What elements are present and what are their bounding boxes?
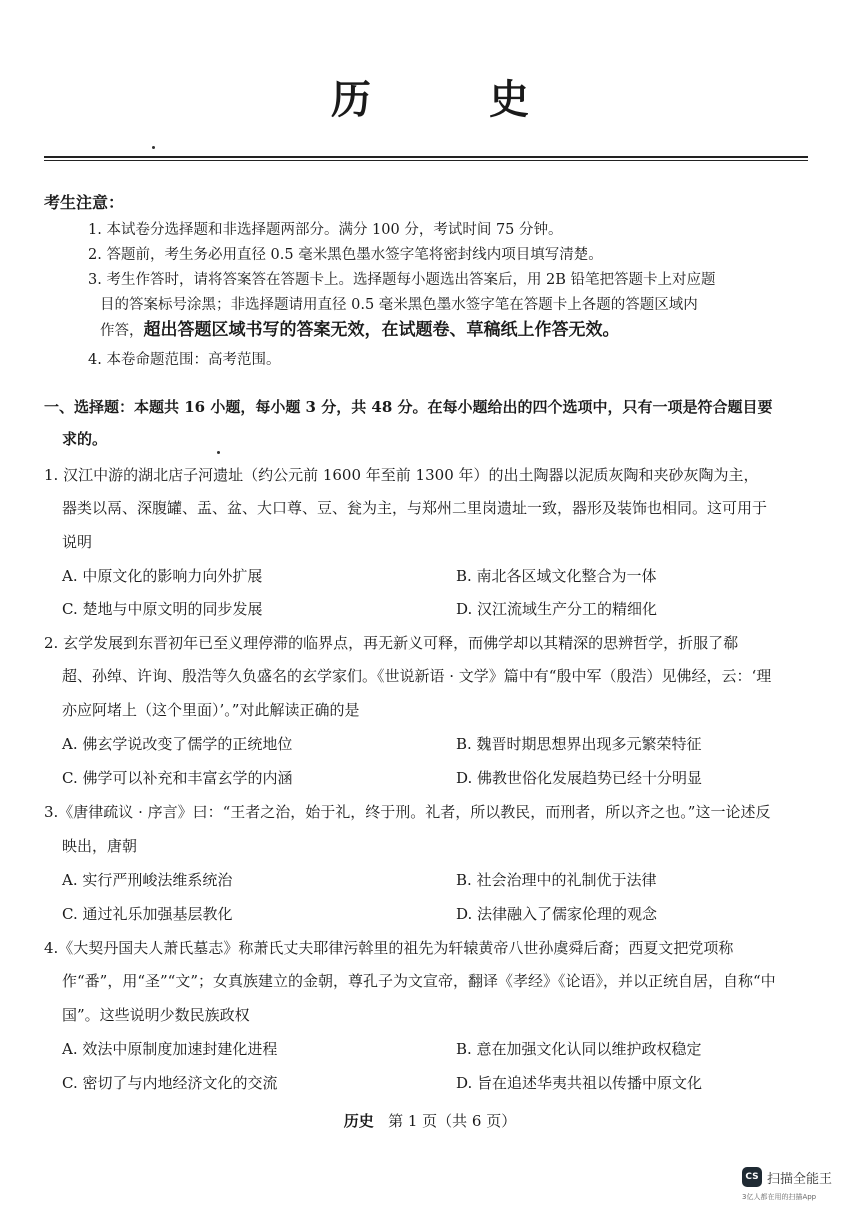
footer-subject: 历史 [343, 1112, 374, 1130]
section-1-heading-cont: 求的。 [62, 430, 108, 448]
question-2-option-a: A. 佛玄学说改变了儒学的正统地位 [62, 735, 293, 753]
notice-item-3-line-3-start: 作答， [100, 323, 144, 339]
notice-item-3-line-3 [100, 315, 620, 340]
question-1-line-3: 说明 [62, 533, 93, 551]
camscanner-name: 扫描全能王 [767, 1172, 833, 1187]
question-3-option-b: B. 社会治理中的礼制优于法律 [456, 871, 657, 889]
question-1-option-b: B. 南北各区域文化整合为一体 [456, 567, 657, 585]
question-4-option-d: D. 旨在追述华夷共祖以传播中原文化 [456, 1074, 703, 1092]
question-3-option-d: D. 法律融入了儒家伦理的观念 [456, 905, 658, 923]
question-1-option-a: A. 中原文化的影响力向外扩展 [62, 567, 263, 585]
title-rule-thick [44, 156, 808, 158]
footer-page-number: 第 1 页（共 6 页） [388, 1112, 517, 1130]
question-1-line-1: 1. 汉江中游的湖北店子河遗址（约公元前 1600 年至前 1300 年）的出土陶器以泥质灰陶和夹砂灰陶为主， [44, 466, 759, 484]
notice-item-4: 4. 本卷命题范围：高考范围。 [88, 352, 281, 368]
question-1-line-2: 器类以鬲、深腹罐、盂、盆、大口尊、豆、瓮为主，与郑州二里岗遗址一致，器形及装饰也相同。这可用于 [62, 499, 768, 517]
question-2-option-c: C. 佛学可以补充和丰富玄学的内涵 [62, 769, 293, 787]
question-2-option-d: D. 佛教世俗化发展趋势已经十分明显 [456, 769, 703, 787]
question-4-option-a: A. 效法中原制度加速封建化进程 [62, 1040, 278, 1058]
notice-item-2: 2. 答题前，考生务必用直径 0.5 毫米黑色墨水签字笔将密封线内项目填写清楚。 [88, 247, 603, 263]
question-3-line-2: 映出，唐朝 [62, 837, 138, 855]
notice-heading: 考生注意： [44, 193, 125, 212]
page-footer [0, 1110, 860, 1131]
scan-speck [152, 146, 155, 149]
camscanner-tagline: 3亿人都在用的扫描App [742, 1193, 817, 1201]
question-4-line-1: 4.《大契丹国夫人萧氏墓志》称萧氏丈夫耶律污斡里的祖先为轩辕黄帝八世孙虞舜后裔；西夏文把党项称 [44, 939, 734, 957]
notice-item-1: 1. 本试卷分选择题和非选择题两部分。满分 100 分，考试时间 75 分钟。 [88, 222, 563, 238]
page-title: 历 史 [331, 76, 581, 123]
title-rule-thin [44, 160, 808, 161]
question-3-line-1: 3.《唐律疏议 · 序言》曰：“王者之治，始于礼，终于刑。礼者，所以教民，而刑者，所以齐之也。”这一论述反 [44, 803, 771, 821]
question-2-line-2: 超、孙绰、许询、殷浩等久负盛名的玄学家们。《世说新语 · 文学》篇中有“殷中军（殷浩）见佛经，云：‘理 [62, 667, 772, 685]
question-4-option-b: B. 意在加强文化认同以维护政权稳定 [456, 1040, 702, 1058]
question-4-line-2: 作“番”，用“圣”“文”；女真族建立的金朝，尊孔子为文宣帝，翻译《孝经》《论语》，并以正统自居，自称“中 [62, 972, 776, 990]
question-3-option-c: C. 通过礼乐加强基层教化 [62, 905, 233, 923]
notice-emphasis: 超出答题区域书写的答案无效，在试题卷、草稿纸上作答无效。 [143, 320, 620, 340]
question-2-line-3: 亦应阿堵上（这个里面）’。”对此解读正确的是 [62, 701, 360, 719]
question-2-line-1: 2. 玄学发展到东晋初年已至义理停滞的临界点，再无新义可释，而佛学却以其精深的思辨哲学，折服了郗 [44, 634, 739, 652]
question-1-option-d: D. 汉江流域生产分工的精细化 [456, 600, 658, 618]
notice-item-3-line-1: 3. 考生作答时，请将答案答在答题卡上。选择题每小题选出答案后，用 2B 铅笔把答题卡上对应题 [88, 272, 716, 288]
section-1-heading: 一、选择题：本题共 16 小题，每小题 3 分，共 48 分。在每小题给出的四个选项中，只有一项是符合题目要 [44, 398, 773, 416]
notice-item-3-line-2: 目的答案标号涂黑；非选择题请用直径 0.5 毫米黑色墨水签字笔在答题卡上各题的答题区域内 [100, 297, 698, 313]
scan-speck [217, 451, 220, 454]
question-2-option-b: B. 魏晋时期思想界出现多元繁荣特征 [456, 735, 702, 753]
question-1-option-c: C. 楚地与中原文明的同步发展 [62, 600, 263, 618]
camscanner-logo-icon: CS [742, 1167, 762, 1187]
question-4-line-3: 国”。这些说明少数民族政权 [62, 1006, 250, 1024]
question-3-option-a: A. 实行严刑峻法维系统治 [62, 871, 233, 889]
question-4-option-c: C. 密切了与内地经济文化的交流 [62, 1074, 278, 1092]
